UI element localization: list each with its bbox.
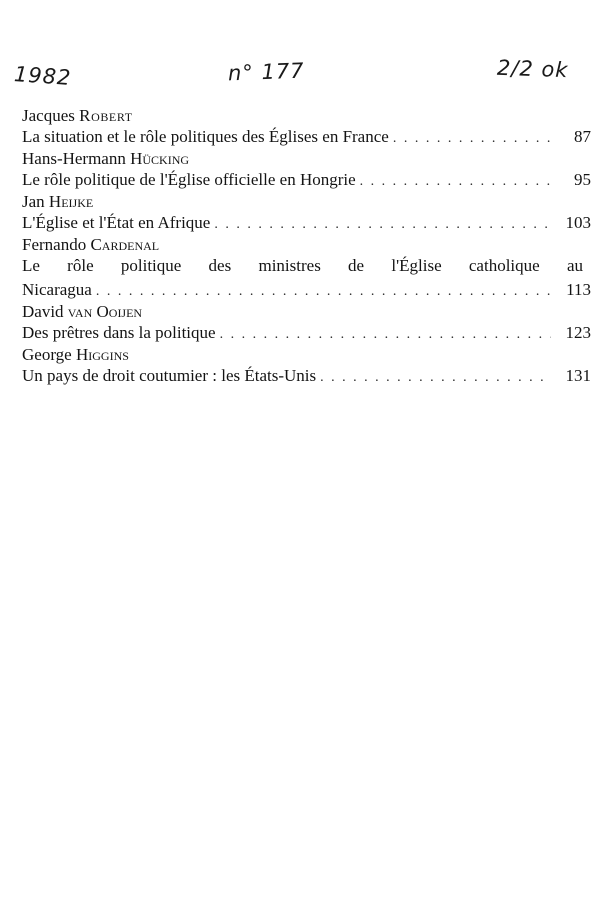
toc-page-number: 103 <box>565 213 591 232</box>
author-last-name: Cardenal <box>90 235 160 254</box>
leader-dots <box>320 366 551 390</box>
toc-author <box>22 192 591 211</box>
toc-title: Le rôle politique de l'Église officielle en Hongrie <box>22 170 356 189</box>
leader-dots <box>220 323 551 347</box>
toc-author <box>22 302 591 321</box>
toc-entry <box>22 302 591 345</box>
toc-page-number: 123 <box>565 323 591 342</box>
toc-entry <box>22 235 591 302</box>
author-first-name: Jan <box>22 192 45 211</box>
toc-author <box>22 235 591 254</box>
toc-page-number: 131 <box>565 366 591 385</box>
toc-entry <box>22 149 591 192</box>
toc-title: Nicaragua <box>22 280 92 299</box>
toc-line[interactable] <box>22 321 591 345</box>
toc-title: Des prêtres dans la politique <box>22 323 216 342</box>
toc-title: Un pays de droit coutumier : les États-Unis <box>22 366 317 385</box>
toc-author <box>22 345 591 364</box>
toc-title-line1: Le rôle politique des ministres de l'Église catholique au <box>22 256 583 275</box>
leader-dots <box>360 170 551 194</box>
toc-line[interactable] <box>22 168 591 192</box>
leader-dots <box>96 280 551 304</box>
leader-dots <box>393 127 551 151</box>
toc-line[interactable] <box>22 211 591 235</box>
handwritten-status: 2/2 ok <box>496 55 569 83</box>
toc-entry <box>22 345 591 388</box>
toc-line[interactable] <box>22 364 591 388</box>
handwritten-annotations <box>0 0 603 100</box>
toc-entry <box>22 192 591 235</box>
author-last-name: van Ooijen <box>67 302 143 321</box>
toc-title: La situation et le rôle politiques des Églises en France <box>22 127 389 146</box>
author-first-name: Hans-Hermann <box>22 149 126 168</box>
author-last-name: Hücking <box>130 149 190 168</box>
toc-title-first-line[interactable] <box>22 254 591 278</box>
toc-line[interactable] <box>22 278 591 302</box>
toc-line[interactable] <box>22 125 591 149</box>
toc-page-number: 113 <box>566 280 591 299</box>
toc-page-number: 95 <box>574 170 591 189</box>
handwritten-year: 1982 <box>13 62 73 90</box>
toc-author <box>22 149 591 168</box>
author-last-name: Robert <box>79 106 133 125</box>
author-last-name: Heijke <box>48 192 94 211</box>
author-first-name: Jacques <box>22 106 75 125</box>
author-first-name: George <box>22 345 72 364</box>
author-first-name: Fernando <box>22 235 87 254</box>
toc-author <box>22 106 591 125</box>
table-of-contents <box>22 106 591 388</box>
handwritten-issue-number: n° 177 <box>227 58 305 86</box>
toc-entry <box>22 106 591 149</box>
toc-title: L'Église et l'État en Afrique <box>22 213 211 232</box>
author-last-name: Higgins <box>75 345 129 364</box>
author-first-name: David <box>22 302 64 321</box>
leader-dots <box>214 213 551 237</box>
toc-page-number: 87 <box>574 127 591 146</box>
